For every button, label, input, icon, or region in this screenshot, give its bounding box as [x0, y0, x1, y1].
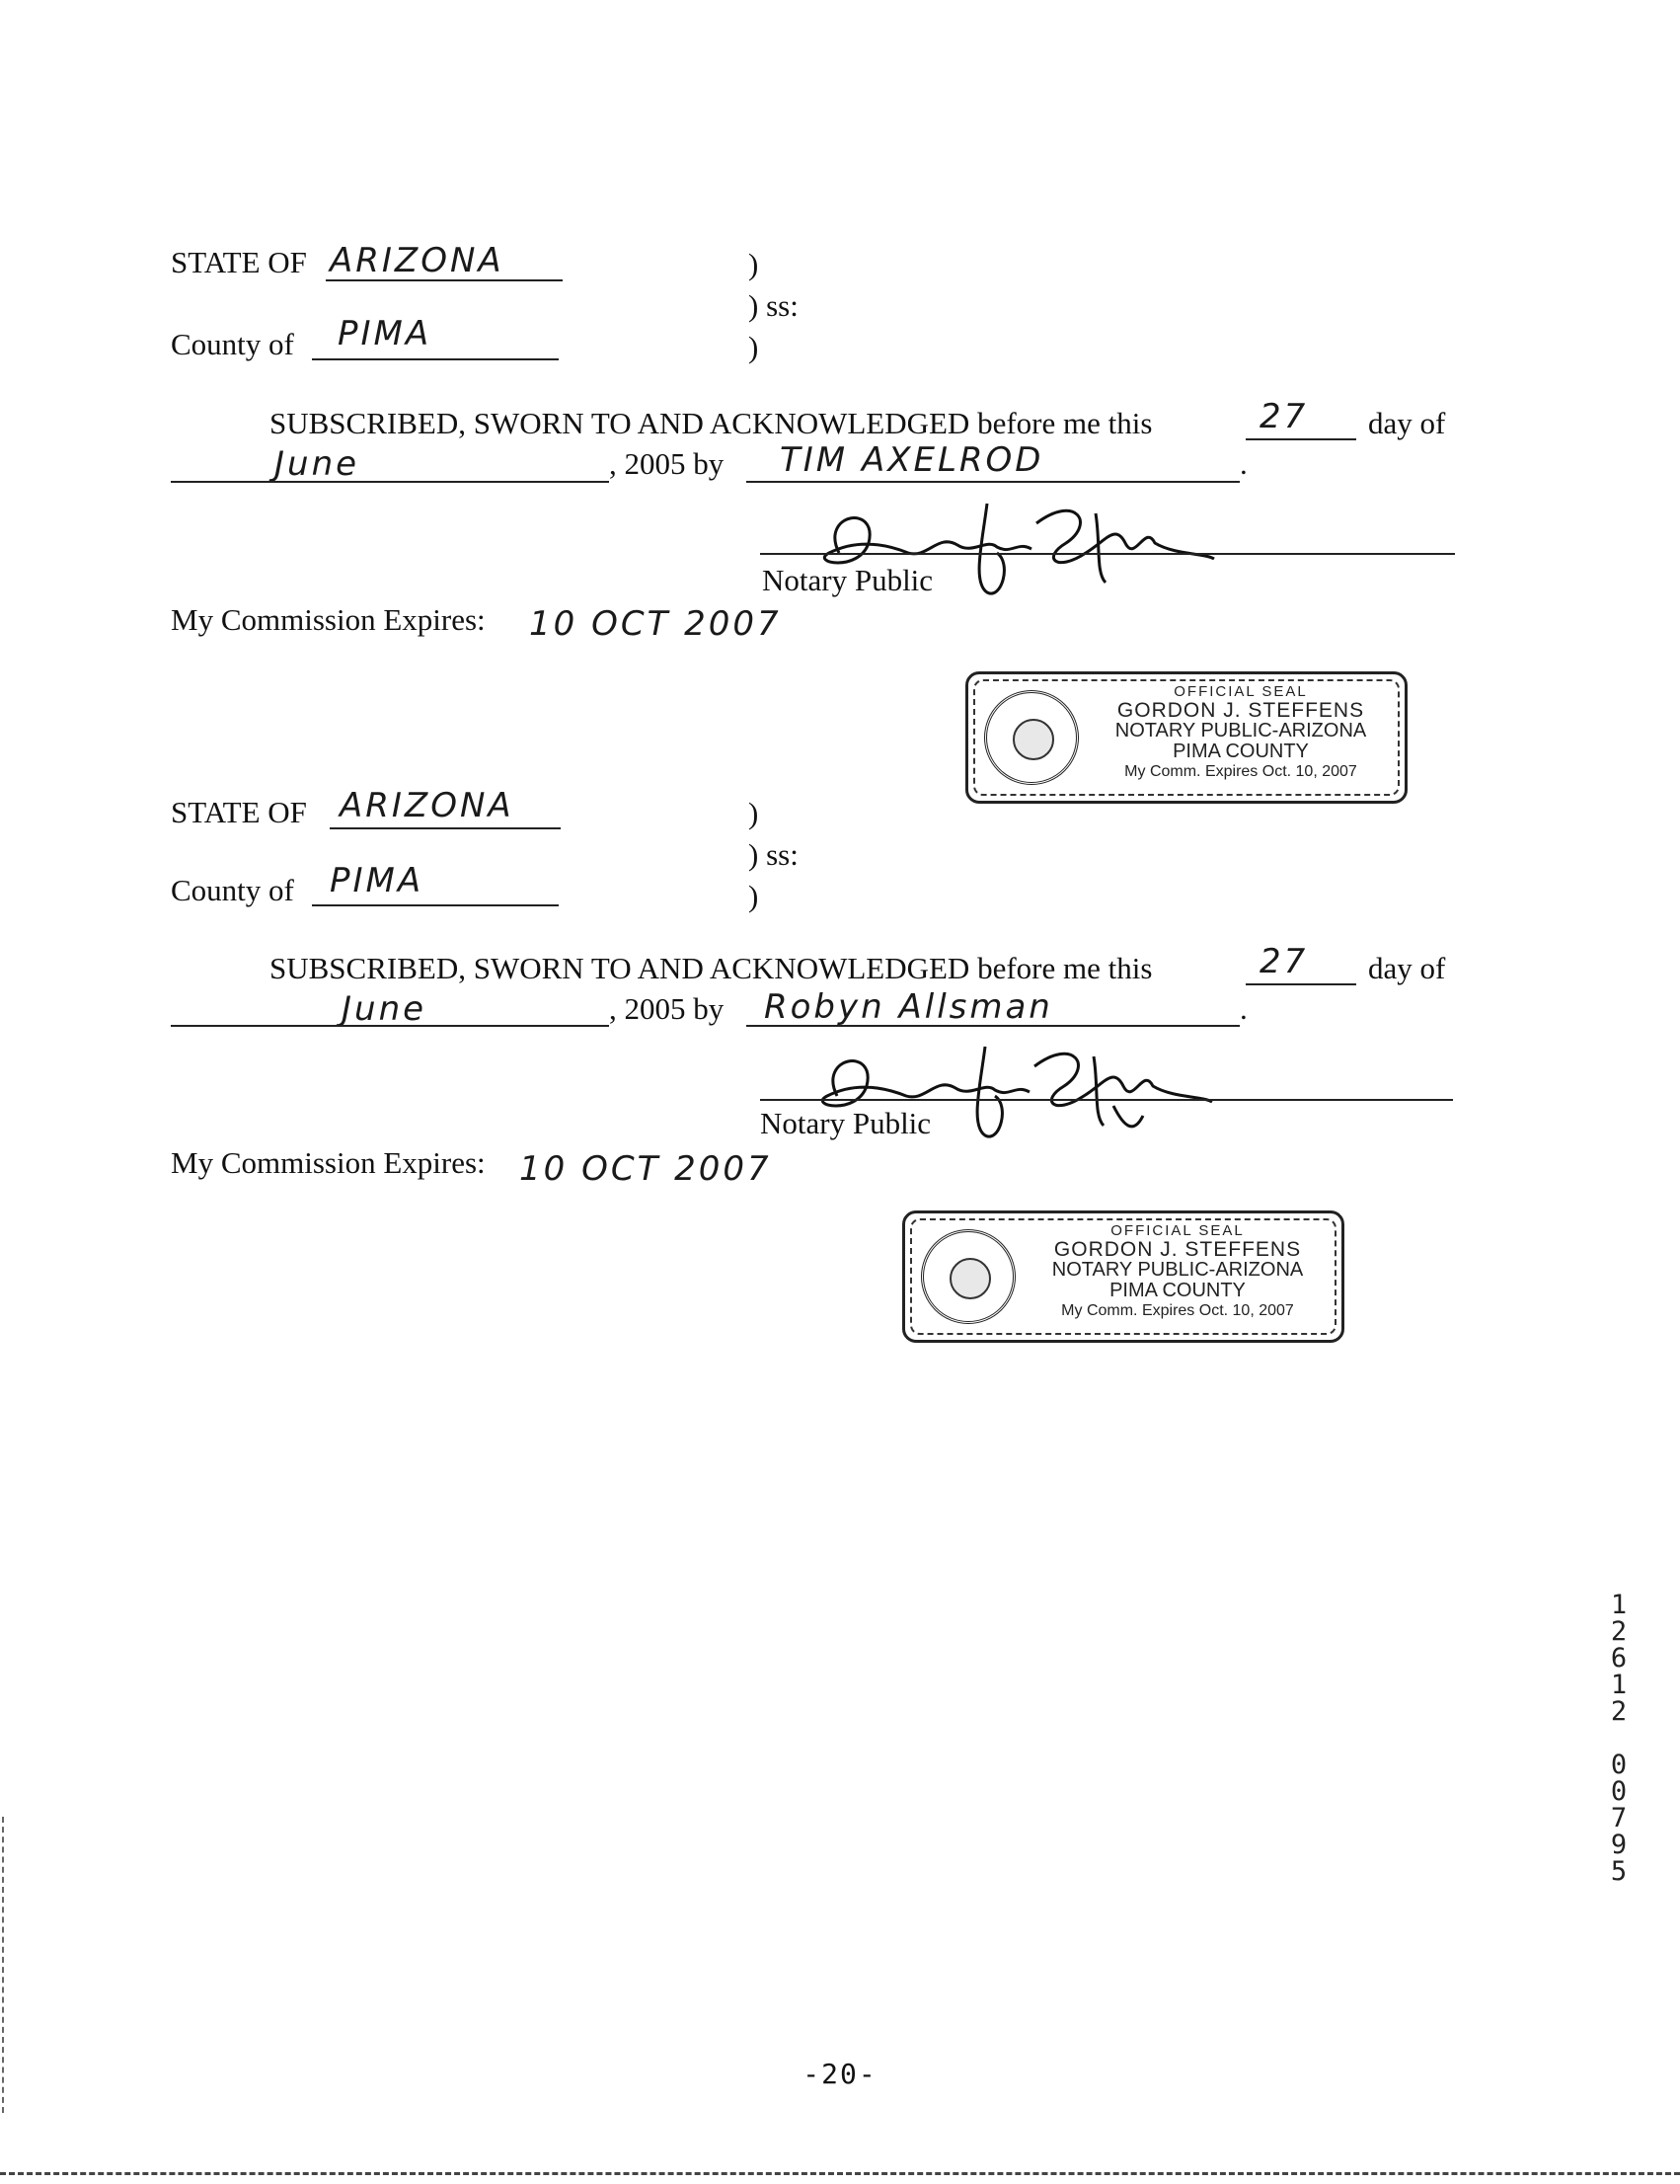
state-seal-emblem-icon [984, 690, 1079, 785]
official-seal [902, 1210, 1344, 1343]
seal-line-4: PIMA COUNTY [1173, 741, 1309, 762]
bates-digit: 0 [1610, 1776, 1628, 1807]
paren-bottom: ) [748, 879, 759, 913]
paren-ss: ) ss: [748, 288, 799, 323]
bates-digit: 2 [1610, 1616, 1628, 1647]
bates-digit: 7 [1610, 1803, 1628, 1833]
day-value: 27 [1260, 942, 1309, 981]
day-value: 27 [1260, 397, 1309, 436]
official-seal [965, 671, 1408, 804]
scan-edge-left [2, 1817, 4, 2113]
state-line [326, 279, 563, 281]
subscribed-text: SUBSCRIBED, SWORN TO AND ACKNOWLEDGED before me this [269, 951, 1153, 985]
seal-line-5: My Comm. Expires Oct. 10, 2007 [1061, 1302, 1294, 1319]
month-line [171, 1025, 609, 1027]
bates-digit: 1 [1610, 1590, 1628, 1620]
seal-line-2: GORDON J. STEFFENS [1116, 699, 1365, 722]
bates-digit: 6 [1610, 1643, 1628, 1674]
county-value: PIMA [338, 314, 432, 353]
commission-label: My Commission Expires: [171, 602, 486, 637]
county-line [312, 904, 559, 906]
year-by: , 2005 by [609, 991, 725, 1026]
state-value: ARIZONA [340, 786, 514, 825]
state-value: ARIZONA [330, 241, 504, 280]
month-value: June [342, 989, 427, 1029]
bates-number [1607, 1592, 1631, 1885]
bates-digit: 5 [1610, 1856, 1628, 1887]
signer-value: Robyn Allsman [764, 987, 1053, 1027]
bates-digit: 2 [1610, 1696, 1628, 1727]
year-by: , 2005 by [609, 446, 725, 481]
period: . [1240, 446, 1248, 481]
seal-line-1: OFFICIAL SEAL [1174, 683, 1308, 700]
bates-digit: 1 [1610, 1670, 1628, 1700]
paren-ss: ) ss: [748, 837, 799, 872]
notary-label: Notary Public [760, 1106, 932, 1140]
notary-line [760, 553, 1455, 555]
seal-line-5: My Comm. Expires Oct. 10, 2007 [1124, 763, 1357, 780]
scan-edge-bottom [0, 2172, 1680, 2175]
seal-line-3: NOTARY PUBLIC-ARIZONA [1114, 720, 1367, 741]
commission-value: 10 OCT 2007 [519, 1149, 772, 1189]
notary-line [760, 1099, 1453, 1101]
county-value: PIMA [330, 861, 424, 900]
commission-value: 10 OCT 2007 [529, 604, 782, 644]
signer-value: TIM AXELROD [780, 440, 1044, 480]
day-line [1246, 983, 1356, 985]
bates-digit: 0 [1610, 1750, 1628, 1780]
notary-label: Notary Public [762, 563, 934, 597]
county-line [312, 358, 559, 360]
page-number: -20- [802, 2058, 878, 2090]
day-of: day of [1368, 406, 1446, 440]
commission-label: My Commission Expires: [171, 1145, 486, 1180]
signer-line [746, 481, 1240, 483]
day-line [1246, 438, 1356, 440]
seal-line-1: OFFICIAL SEAL [1110, 1222, 1245, 1239]
seal-line-3: NOTARY PUBLIC-ARIZONA [1051, 1259, 1304, 1281]
paren-top: ) [748, 247, 759, 281]
bates-digit [1607, 1725, 1631, 1752]
state-seal-emblem-icon [921, 1229, 1016, 1324]
period: . [1240, 991, 1248, 1026]
county-label: County of [171, 873, 294, 907]
subscribed-text: SUBSCRIBED, SWORN TO AND ACKNOWLEDGED before me this [269, 406, 1153, 440]
county-label: County of [171, 327, 294, 361]
state-label: STATE OF [171, 795, 307, 829]
month-line [171, 481, 609, 483]
paren-top: ) [748, 796, 759, 830]
seal-line-4: PIMA COUNTY [1109, 1280, 1246, 1301]
bates-digit: 9 [1610, 1830, 1628, 1860]
month-value: June [274, 444, 360, 484]
day-of: day of [1368, 951, 1446, 985]
state-line [330, 827, 561, 829]
seal-line-2: GORDON J. STEFFENS [1053, 1238, 1302, 1261]
paren-bottom: ) [748, 330, 759, 364]
state-label: STATE OF [171, 245, 307, 279]
